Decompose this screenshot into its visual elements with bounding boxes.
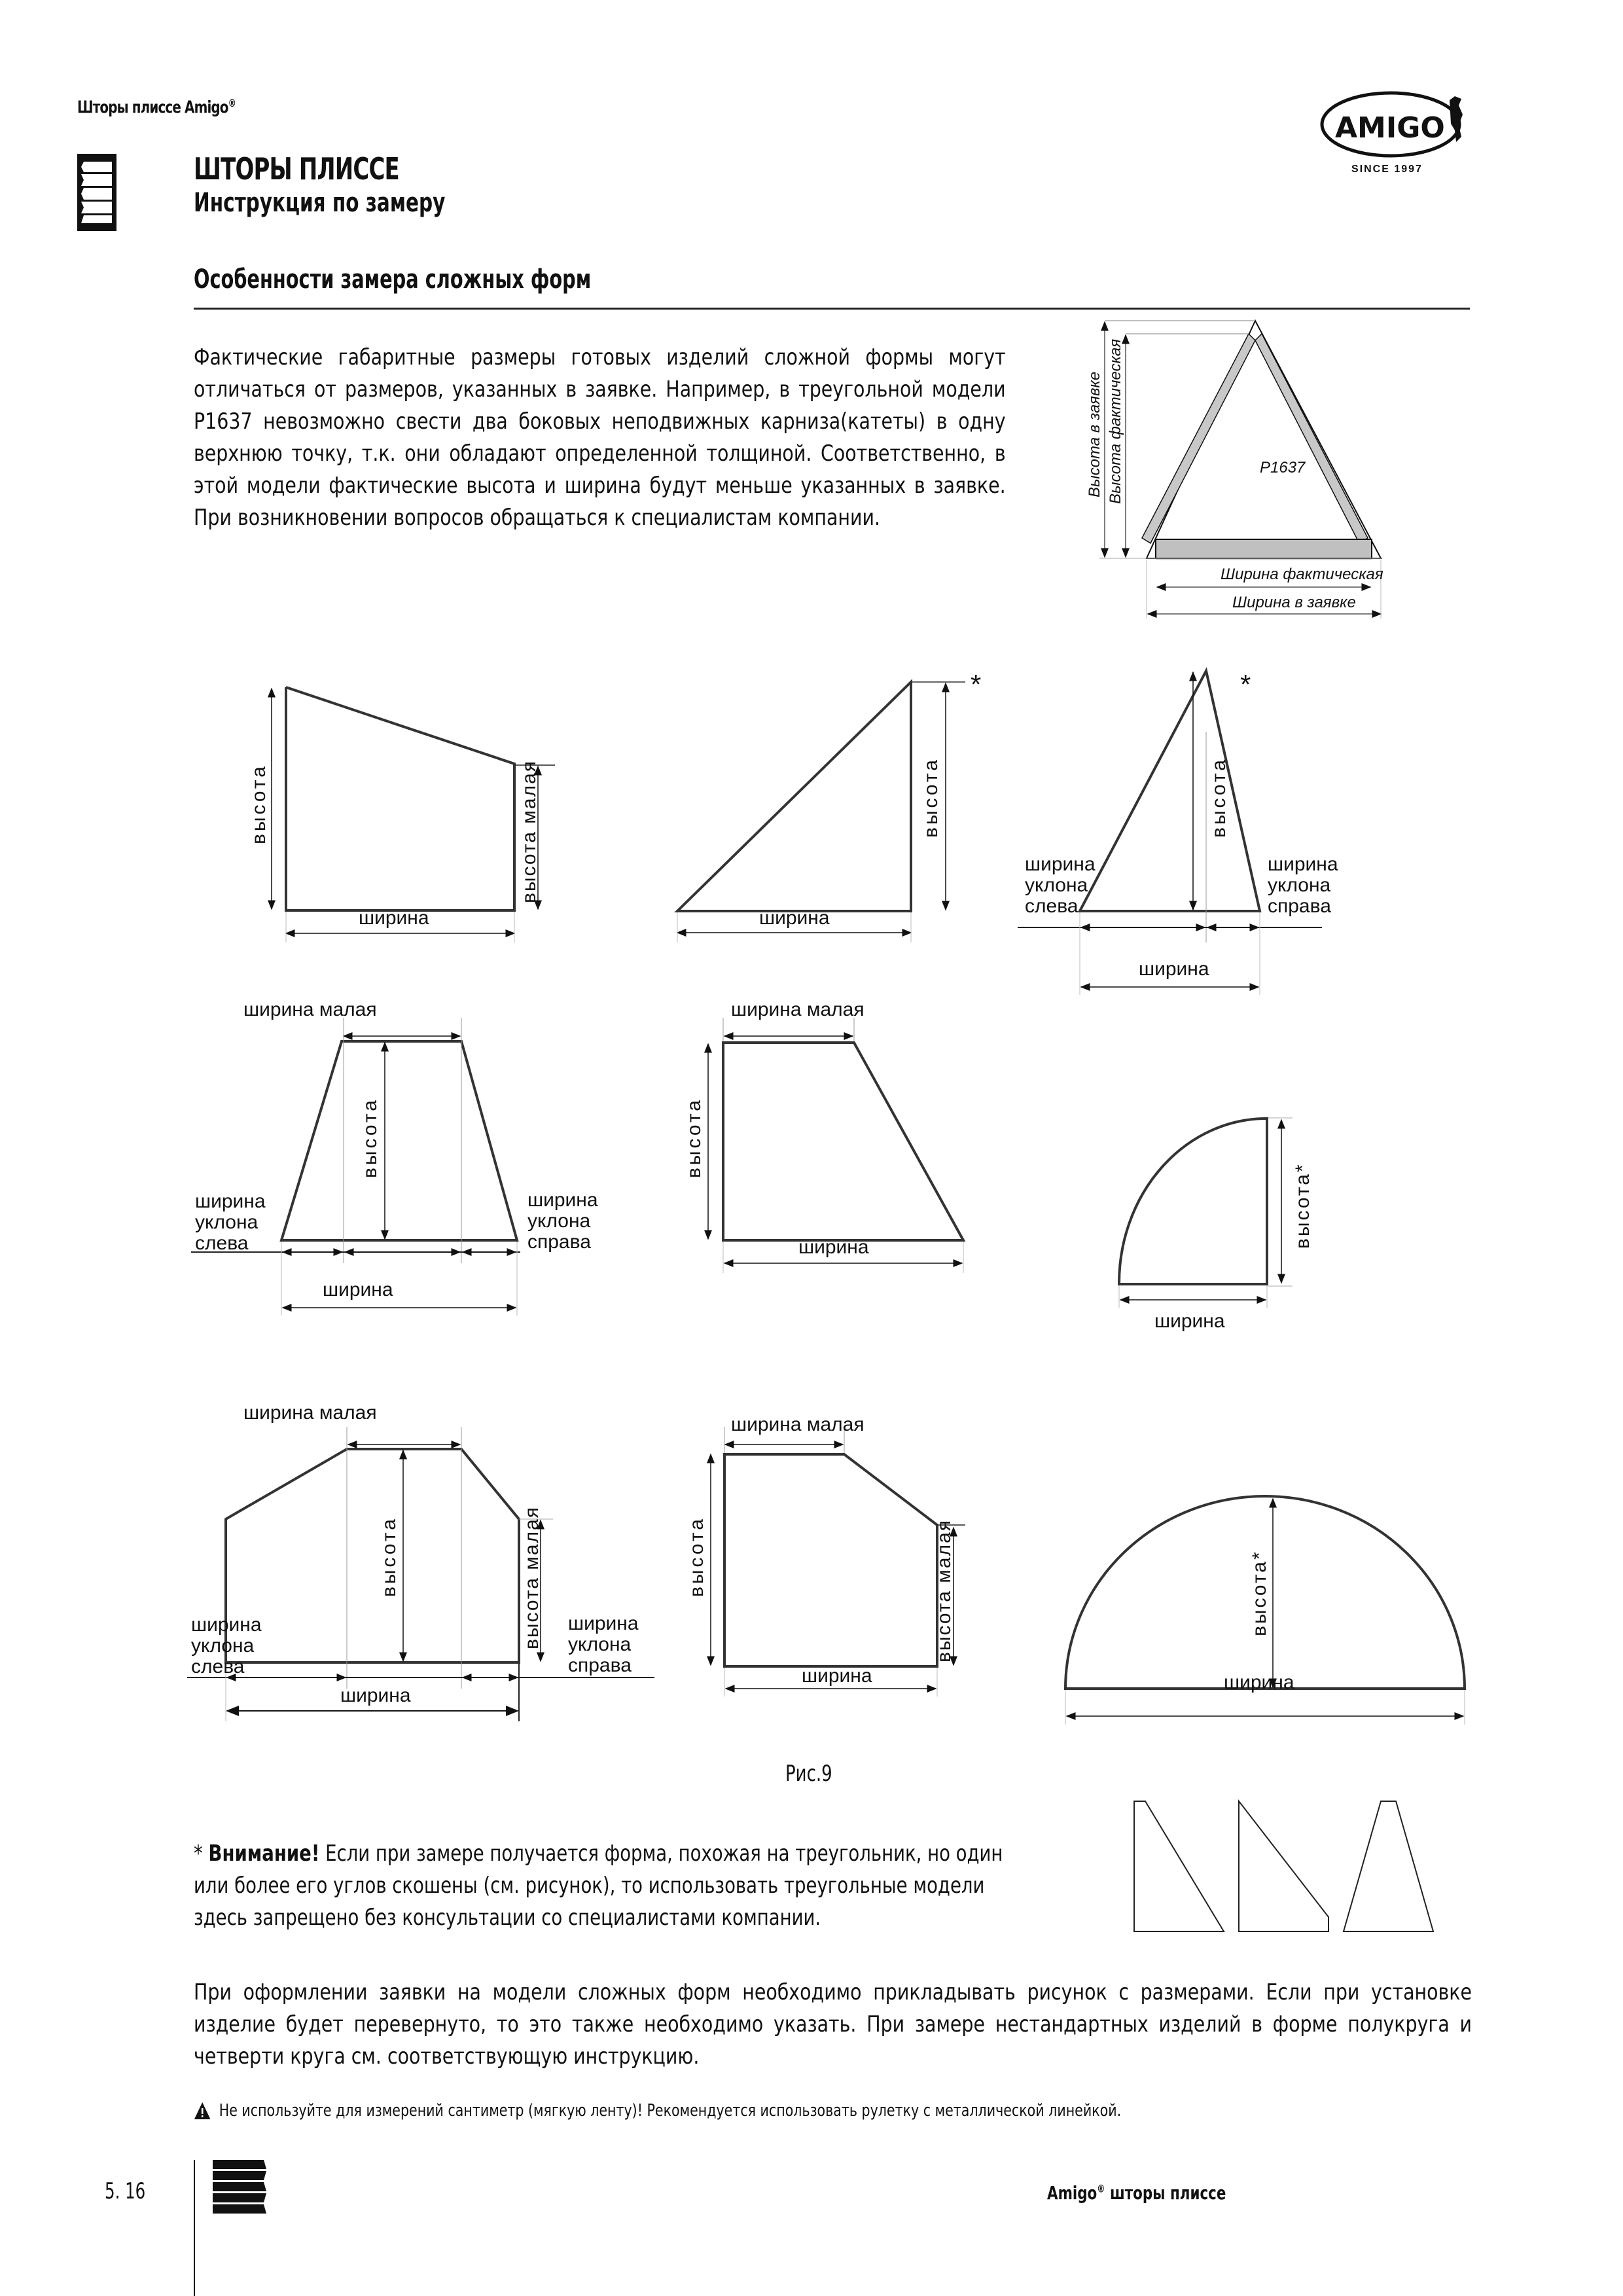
svg-text:ширина малая: ширина малая <box>731 1414 865 1435</box>
svg-text:высота: высота <box>359 1098 381 1178</box>
svg-text:высота: высота <box>920 757 942 838</box>
svg-text:ширина: ширина <box>802 1665 872 1687</box>
svg-text:слева: слева <box>1025 895 1079 917</box>
svg-text:*: * <box>971 669 982 700</box>
page-title: ШТОРЫ ПЛИССЕ <box>194 151 399 187</box>
warning-note <box>194 2101 1121 2121</box>
svg-text:*: * <box>1240 669 1251 700</box>
page-number: 5. 16 <box>105 2178 146 2204</box>
svg-text:высота малая: высота малая <box>521 1505 543 1649</box>
svg-text:Ширина фактическая: Ширина фактическая <box>1221 565 1383 583</box>
attention-text: Если при замере получается форма, похожая на треугольник, но один или более его углов скошены (см. рисунок), то использовать треугольные модели здесь запрещено без консультации со специалистами компании. <box>194 1840 1003 1931</box>
svg-text:ширина: ширина <box>798 1236 869 1258</box>
footer-registered-mark: ® <box>1097 2182 1105 2195</box>
svg-text:ширина: ширина <box>195 1191 266 1212</box>
slope-right-line3: справа <box>568 1655 632 1676</box>
svg-text:Высота в заявке: Высота в заявке <box>1086 371 1103 497</box>
svg-text:высота: высота <box>248 764 270 844</box>
svg-text:Высота фактическая: Высота фактическая <box>1107 338 1124 504</box>
svg-text:ширина: ширина <box>359 907 429 929</box>
svg-text:уклона: уклона <box>1268 874 1331 896</box>
slope-right-line2: уклона <box>568 1634 632 1655</box>
shape-quarter-circle <box>1119 1118 1293 1308</box>
svg-text:ширина: ширина <box>191 1614 262 1636</box>
slope-right-line1: ширина <box>568 1613 639 1634</box>
svg-text:высота: высота <box>686 1516 707 1597</box>
svg-text:ширина: ширина <box>1154 1310 1225 1332</box>
svg-text:ширина: ширина <box>340 1685 411 1706</box>
svg-text:ширина малая: ширина малая <box>243 1402 377 1424</box>
svg-text:ширина малая: ширина малая <box>243 999 377 1020</box>
svg-text:P1637: P1637 <box>1260 459 1306 476</box>
warning-text: Не используйте для измерений сантиметр (мягкую ленту)! Рекомендуется использовать рулетку с металлической линейкой. <box>219 2101 1122 2121</box>
footer-brand <box>1047 2182 1226 2204</box>
pleated-blind-footer-icon <box>213 2160 266 2217</box>
p1637-diagram <box>1086 321 1383 619</box>
shape-trapezoid-slope <box>272 687 555 942</box>
beveled-triangle-examples <box>1134 1801 1433 1931</box>
svg-text:высота: высота <box>683 1098 705 1178</box>
svg-text:высота*: высота* <box>1249 1550 1270 1636</box>
svg-text:ширина: ширина <box>1224 1672 1294 1693</box>
warning-triangle-icon <box>194 2102 211 2120</box>
svg-text:ширина малая: ширина малая <box>731 999 865 1020</box>
attention-marker: * <box>194 1840 209 1867</box>
svg-text:уклона: уклона <box>195 1211 259 1233</box>
shape-symmetric-pentagon <box>187 1427 654 1721</box>
section-heading: Особенности замера сложных форм <box>194 264 592 295</box>
shape-scalene-triangle <box>1018 671 1322 995</box>
running-title-text: Шторы плиссе Amigo <box>77 98 228 118</box>
intro-paragraph: Фактические габаритные размеры готовых изделий сложной формы могут отличаться от размеров, указанных в заявке. Например, в треугольной модели P1637 невозможно свести два боковых неподвижных карниза(катеты) в одну верхнюю точку, т.к. они обладают определенной толщиной. Соответственно, в этой модели фактические высота и ширина будут меньше указанных в заявке. При возникновении вопросов обращаться к специалистам компании. <box>194 344 1006 531</box>
svg-text:уклона: уклона <box>1025 874 1088 896</box>
svg-text:справа: справа <box>1268 895 1331 917</box>
svg-text:слева: слева <box>195 1232 249 1254</box>
slope-right-line3: справа <box>527 1231 591 1253</box>
svg-text:ширина: ширина <box>323 1279 393 1300</box>
slope-right-label-row3 <box>568 1613 639 1676</box>
svg-text:высота*: высота* <box>1292 1162 1313 1249</box>
svg-text:высота: высота <box>1208 757 1230 838</box>
slope-right-line1: ширина <box>527 1189 598 1211</box>
svg-text:высота малая: высота малая <box>518 759 540 903</box>
slope-right-line2: уклона <box>527 1210 591 1232</box>
slope-right-label-row2 <box>527 1190 598 1253</box>
footer-brand-suffix: шторы плиссе <box>1105 2182 1226 2204</box>
footer-brand-name: Amigo <box>1047 2182 1097 2204</box>
svg-text:ширина: ширина <box>1025 853 1096 875</box>
page-subtitle: Инструкция по замеру <box>194 188 446 218</box>
registered-mark: ® <box>228 97 236 109</box>
svg-text:ширина: ширина <box>1268 853 1338 875</box>
svg-text:уклона: уклона <box>191 1635 255 1657</box>
order-instructions-paragraph: При оформлении заявки на модели сложных форм необходимо прикладывать рисунок с размерами. Если при установке изделие будет перевернуто, то это также необходимо указать. При замере нестандартных изделий в форме полукруга и четверти круга см. соответствующую инструкцию. <box>194 1979 1472 2070</box>
footer-divider <box>194 2160 195 2296</box>
figure-caption: Рис.9 <box>785 1761 832 1787</box>
attention-label: Внимание! <box>208 1840 320 1867</box>
logo-tagline: SINCE 1997 <box>1351 164 1423 175</box>
svg-text:высота малая: высота малая <box>933 1518 955 1662</box>
svg-text:Ширина в заявке: Ширина в заявке <box>1232 594 1356 611</box>
svg-text:слева: слева <box>191 1656 245 1677</box>
shape-bevel-pentagon <box>711 1427 965 1696</box>
svg-text:ширина: ширина <box>1139 958 1209 980</box>
svg-text:высота: высота <box>378 1516 400 1597</box>
logo-text: AMIGO <box>1335 111 1445 145</box>
attention-note <box>194 1838 1018 1934</box>
shape-right-trapezoid <box>708 1018 963 1273</box>
shape-isosceles-trapezoid <box>191 1018 520 1316</box>
svg-text:ширина: ширина <box>759 907 830 929</box>
